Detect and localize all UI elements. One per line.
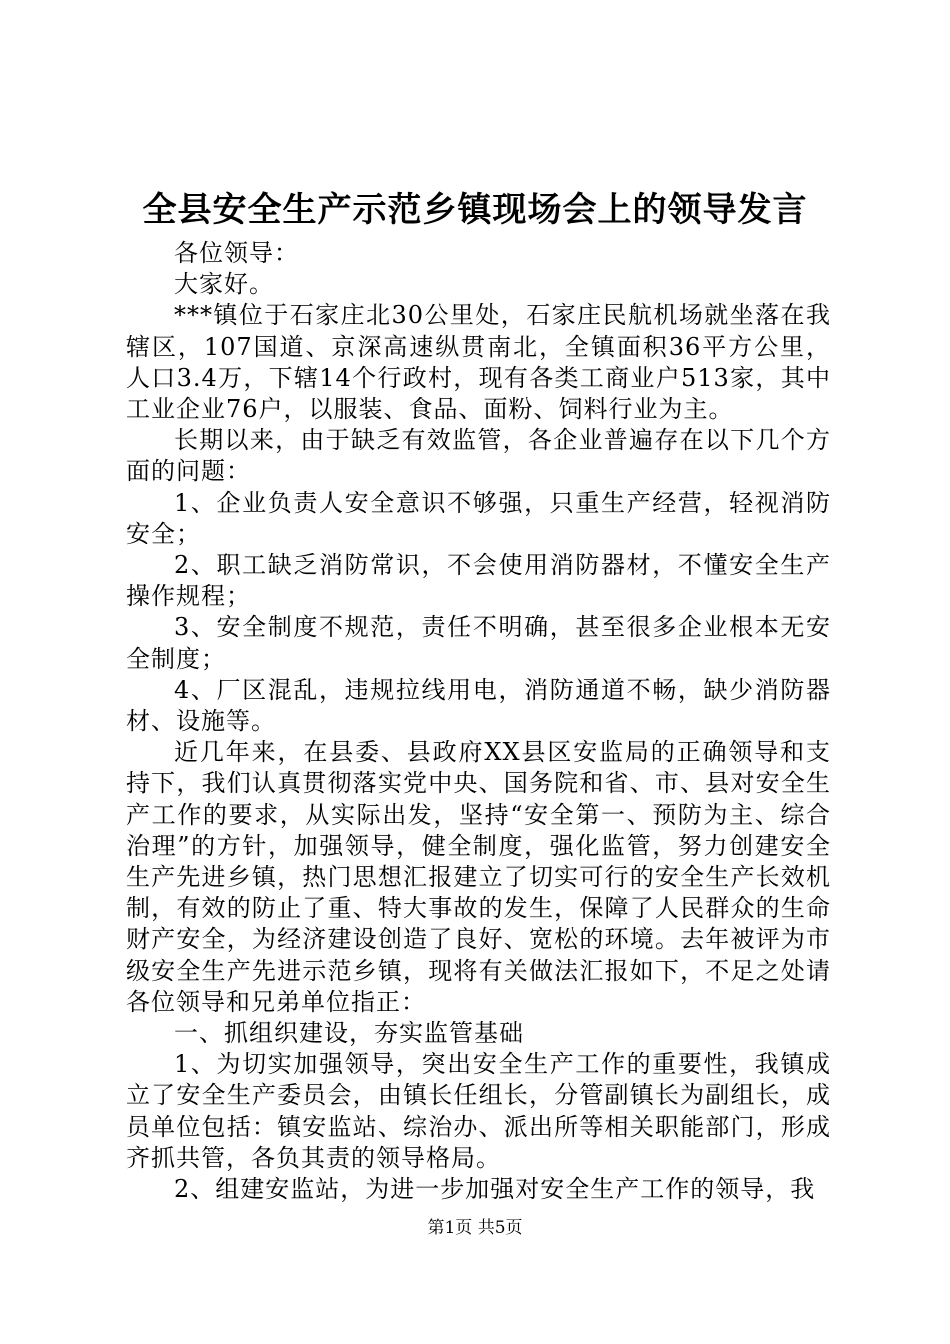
list-item: 2、职工缺乏消防常识，不会使用消防器材，不懂安全生产操作规程；: [126, 551, 831, 611]
salutation: 各位领导：: [174, 239, 299, 267]
greeting: 大家好。: [174, 270, 274, 299]
list-item: 2、组建安监站，为进一步加强对安全生产工作的领导，我: [174, 1175, 816, 1204]
list-item: 4、厂区混乱，违规拉线用电，消防通道不畅，缺少消防器材、设施等。: [126, 675, 831, 736]
document-body: [126, 238, 831, 1205]
paragraph: ***镇位于石家庄北30公里处，石家庄民航机场就坐落在我辖区，107国道、京深高速纵贯南北，全镇面积36平方公里，人口3.4万，下辖14个行政村，现有各类工商业户513家，其中工业企业76户，以服装、食品、面粉、饲料行业为主。: [126, 301, 831, 424]
list-item: 1、企业负责人安全意识不够强，只重生产经营，轻视消防安全；: [126, 488, 831, 548]
paragraph: 长期以来，由于缺乏有效监管，各企业普遍存在以下几个方面的问题：: [126, 426, 831, 486]
section-heading: 一、抓组织建设，夯实监管基础: [174, 1019, 524, 1048]
list-item: 3、安全制度不规范，责任不明确，甚至很多企业根本无安全制度；: [126, 613, 831, 673]
paragraph: 近几年来，在县委、县政府XX县区安监局的正确领导和支持下，我们认真贯彻落实党中央、国务院和省、市、县对安全生产工作的要求，从实际出发，坚持“安全第一、预防为主、综合治理”的方针，加强领导，健全制度，强化监管，努力创建安全生产先进乡镇，热门思想汇报建立了切实可行的安全生产长效机制，有效的防止了重、特大事故的发生，保障了人民群众的生命财产安全，为经济建设创造了良好、宽松的环境。去年被评为市级安全生产先进示范乡镇，现将有关做法汇报如下，不足之处请各位领导和兄弟单位指正：: [126, 738, 831, 1016]
document-title: 全县安全生产示范乡镇现场会上的领导发言: [142, 190, 808, 230]
page-footer: 第1页 共5页: [427, 1218, 523, 1238]
list-item: 1、为切实加强领导，突出安全生产工作的重要性，我镇成立了安全生产委员会，由镇长任组长，分管副镇长为副组长，成员单位包括：镇安监站、综治办、派出所等相关职能部门，形成齐抓共管，各负其责的领导格局。: [126, 1050, 831, 1172]
